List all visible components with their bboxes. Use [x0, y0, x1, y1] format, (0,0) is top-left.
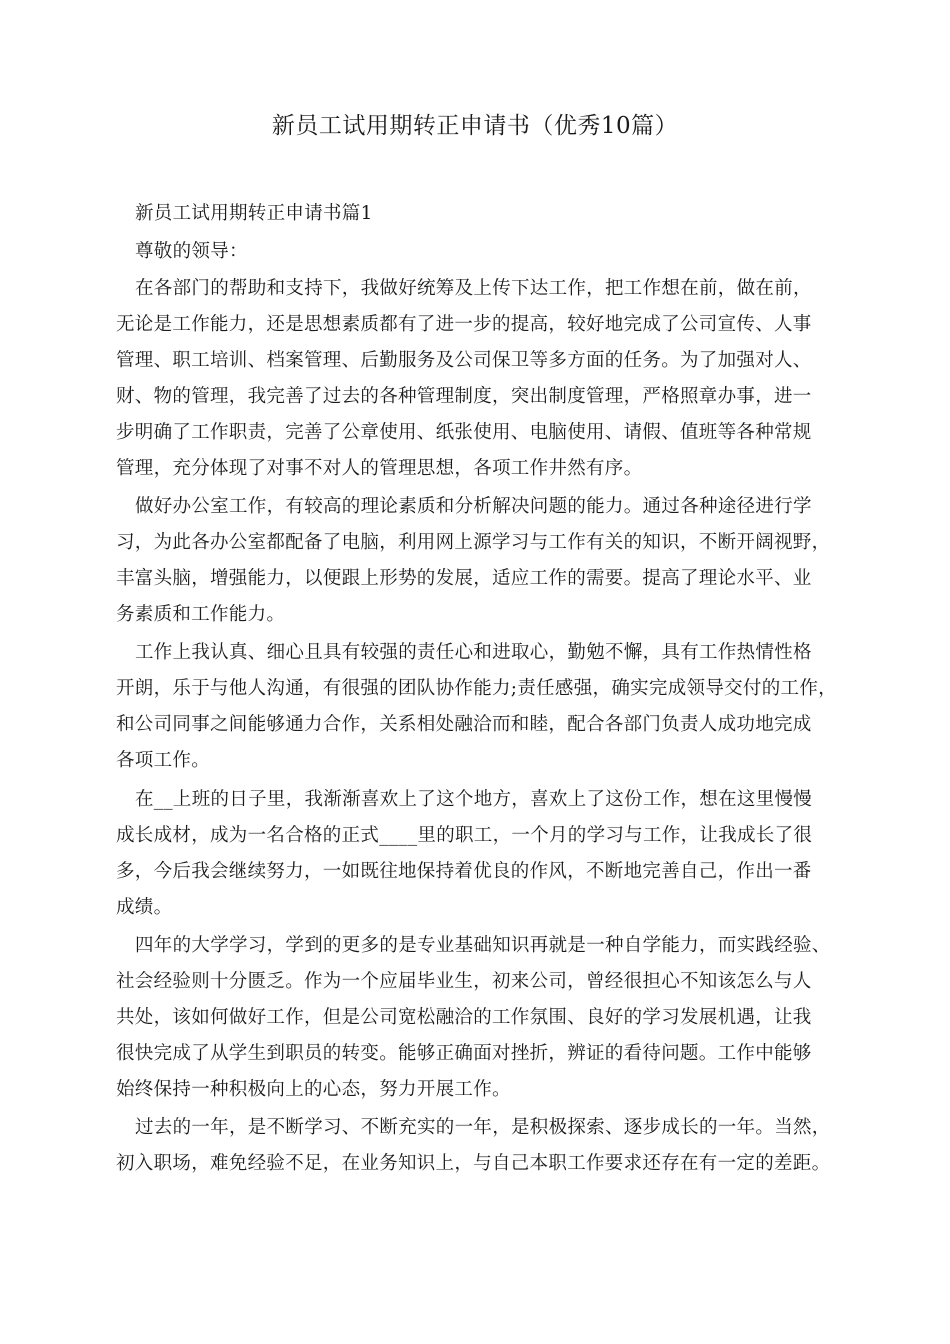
- paragraph-line: 步明确了工作职责，完善了公章使用、纸张使用、电脑使用、请假、值班等各种常规: [116, 422, 812, 443]
- section-heading: 新员工试用期转正申请书篇1: [135, 203, 373, 224]
- paragraph-line: 管理，充分体现了对事不对人的管理思想，各项工作井然有序。: [116, 458, 643, 479]
- paragraph-line: 成长成材，成为一名合格的正式____里的职工，一个月的学习与工作，让我成长了很: [116, 825, 813, 846]
- paragraph-line: 管理、职工培训、档案管理、后勤服务及公司保卫等多方面的任务。为了加强对人、: [116, 350, 812, 371]
- paragraph-line: 丰富头脑，增强能力，以便跟上形势的发展，适应工作的需要。提高了理论水平、业: [116, 568, 812, 589]
- paragraph-line: 工作上我认真、细心且具有较强的责任心和进取心，勤勉不懈，具有工作热情性格: [135, 642, 812, 663]
- paragraph-line: 四年的大学学习，学到的更多的是专业基础知识再就是一种自学能力，而实践经验、: [135, 935, 831, 956]
- paragraph-line: 在各部门的帮助和支持下，我做好统筹及上传下达工作，把工作想在前，做在前，: [135, 278, 812, 299]
- paragraph-line: 开朗，乐于与他人沟通，有很强的团队协作能力;责任感强，确实完成领导交付的工作，: [116, 678, 837, 699]
- paragraph-line: 务素质和工作能力。: [116, 604, 286, 625]
- paragraph-line: 财、物的管理，我完善了过去的各种管理制度，突出制度管理，严格照章办事，进一: [116, 386, 812, 407]
- paragraph-line: 多，今后我会继续努力，一如既往地保持着优良的作风，不断地完善自己，作出一番: [116, 861, 812, 882]
- paragraph-line: 各项工作。: [116, 750, 211, 771]
- salutation: 尊敬的领导：: [135, 241, 248, 262]
- paragraph-line: 在__上班的日子里，我渐渐喜欢上了这个地方，喜欢上了这份工作，想在这里慢慢: [135, 789, 813, 810]
- paragraph-line: 初入职场，难免经验不足，在业务知识上，与自己本职工作要求还存在有一定的差距。: [116, 1153, 831, 1174]
- paragraph-line: 习，为此各办公室都配备了电脑，利用网上源学习与工作有关的知识，不断开阔视野，: [116, 532, 831, 553]
- paragraph-line: 始终保持一种积极向上的心态，努力开展工作。: [116, 1079, 511, 1100]
- paragraph-line: 做好办公室工作，有较高的理论素质和分析解决问题的能力。通过各种途径进行学: [135, 496, 812, 517]
- document-title: 新员工试用期转正申请书（优秀10篇）: [271, 113, 679, 139]
- paragraph-line: 很快完成了从学生到职员的转变。能够正确面对挫折，辨证的看待问题。工作中能够: [116, 1043, 812, 1064]
- paragraph-line: 成绩。: [116, 897, 173, 918]
- paragraph-line: 过去的一年，是不断学习、不断充实的一年，是积极探索、逐步成长的一年。当然，: [135, 1117, 831, 1138]
- paragraph-line: 共处，该如何做好工作，但是公司宽松融洽的工作氛围、良好的学习发展机遇，让我: [116, 1007, 812, 1028]
- paragraph-line: 社会经验则十分匮乏。作为一个应届毕业生，初来公司，曾经很担心不知该怎么与人: [116, 971, 812, 992]
- paragraph-line: 无论是工作能力，还是思想素质都有了进一步的提高，较好地完成了公司宣传、人事: [116, 314, 812, 335]
- paragraph-line: 和公司同事之间能够通力合作，关系相处融洽而和睦，配合各部门负责人成功地完成: [116, 714, 812, 735]
